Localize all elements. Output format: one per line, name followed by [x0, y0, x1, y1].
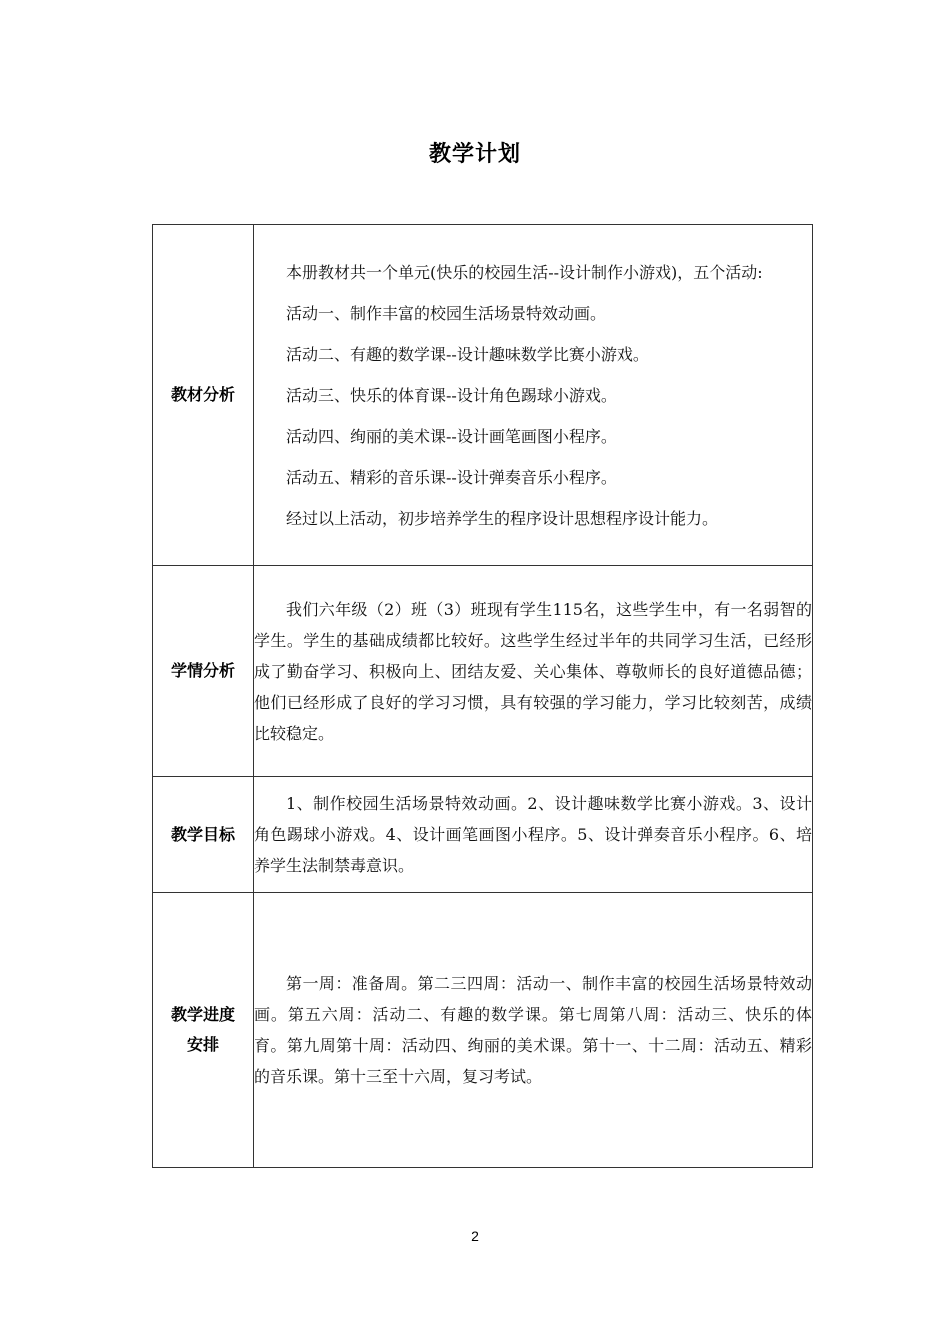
table-row — [153, 893, 813, 1168]
paragraph: 活动四、绚丽的美术课--设计画笔画图小程序。 — [286, 426, 617, 446]
row-label-schedule — [153, 893, 254, 1168]
row-label-line: 安排 — [186, 1035, 219, 1054]
paragraph: 活动五、精彩的音乐课--设计弹奏音乐小程序。 — [286, 467, 617, 487]
paragraph: 1、制作校园生活场景特效动画。2、设计趣味数学比赛小游戏。3、设计角色踢球小游戏。4、设计画笔画图小程序。5、设计弹奏音乐小程序。6、培养学生法制禁毒意识。 — [254, 794, 812, 875]
paragraph: 第一周：准备周。第二三四周：活动一、制作丰富的校园生活场景特效动画。第五六周：活动二、有趣的数学课。第七周第八周：活动三、快乐的体育。第九周第十周：活动四、绚丽的美术课。第十一、十二周：活动五、精彩的音乐课。第十三至十六周，复习考试。 — [254, 974, 812, 1086]
row-label-teaching-goals: 教学目标 — [153, 777, 254, 893]
row-content-teaching-goals — [254, 777, 813, 893]
teaching-plan-table — [152, 224, 813, 1168]
paragraph: 本册教材共一个单元(快乐的校园生活--设计制作小游戏)，五个活动: — [286, 262, 763, 282]
row-label-student-analysis: 学情分析 — [153, 566, 254, 777]
table-row — [153, 566, 813, 777]
row-label-material-analysis: 教材分析 — [153, 225, 254, 566]
table-row — [153, 777, 813, 893]
paragraph: 活动二、有趣的数学课--设计趣味数学比赛小游戏。 — [286, 344, 649, 364]
page-number: 2 — [471, 1228, 479, 1244]
row-content-schedule — [254, 893, 813, 1168]
row-content-student-analysis — [254, 566, 813, 777]
paragraph: 经过以上活动，初步培养学生的程序设计思想程序设计能力。 — [286, 508, 719, 528]
paragraph: 活动三、快乐的体育课--设计角色踢球小游戏。 — [286, 385, 617, 405]
row-content-material-analysis — [254, 225, 813, 566]
paragraph: 活动一、制作丰富的校园生活场景特效动画。 — [286, 303, 607, 323]
paragraph: 我们六年级（2）班（3）班现有学生115名，这些学生中，有一名弱智的学生。学生的基础成绩都比较好。这些学生经过半年的共同学习生活，已经形成了勤奋学习、积极向上、团结友爱、关心集体、尊敬师长的良好道德品德；他们已经形成了良好的学习习惯，具有较强的学习能力，学习比较刻苦，成绩比较稳定。 — [254, 599, 812, 743]
table-row — [153, 225, 813, 566]
page-title: 教学计划 — [428, 142, 521, 167]
row-label-line: 教学进度 — [170, 1005, 235, 1024]
